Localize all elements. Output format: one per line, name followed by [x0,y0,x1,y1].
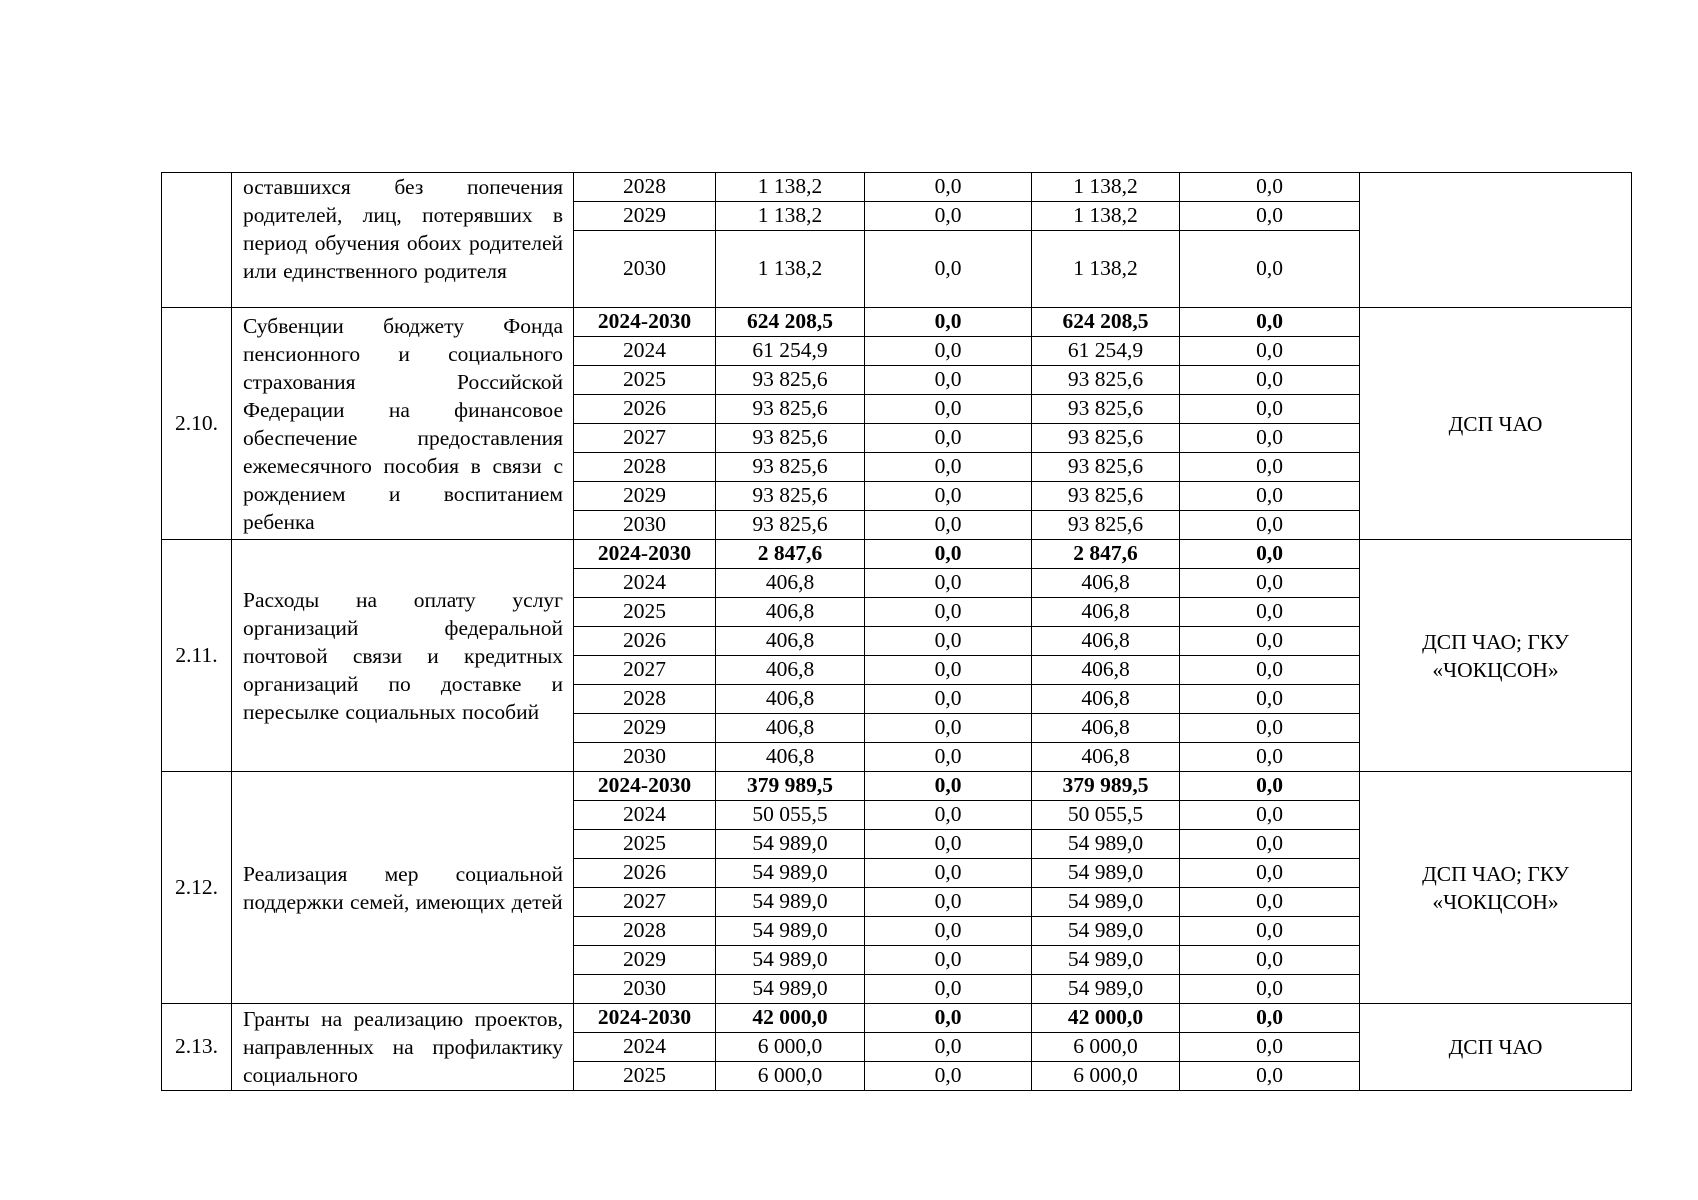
other-cell: 0,0 [1180,946,1360,975]
description-text: Расходы на оплату услуг организаций федеральной почтовой связи и кредитных организаций по доставке и пересылке социальных пособий [243,587,563,724]
section-number [162,173,232,308]
total-cell: 1 138,2 [716,173,865,202]
section-description [232,1004,574,1091]
other-cell: 0,0 [1180,888,1360,917]
year-cell: 2027 [574,424,716,453]
federal-cell: 0,0 [865,366,1032,395]
federal-cell: 0,0 [865,714,1032,743]
regional-cell: 54 989,0 [1032,975,1180,1004]
total-cell: 54 989,0 [716,917,865,946]
regional-cell: 54 989,0 [1032,830,1180,859]
other-cell: 0,0 [1180,424,1360,453]
other-cell: 0,0 [1180,801,1360,830]
regional-cell: 54 989,0 [1032,917,1180,946]
total-cell: 93 825,6 [716,482,865,511]
year-cell: 2030 [574,511,716,540]
other-cell: 0,0 [1180,772,1360,801]
federal-cell: 0,0 [865,1004,1032,1033]
description-text: Субвенции бюджету Фонда пенсионного и социального страхования Российской Федерации на финансовое обеспечение предоставления ежемесячного пособия в связи с рождением и воспитанием ребенка [243,313,563,534]
federal-cell: 0,0 [865,656,1032,685]
total-cell: 2 847,6 [716,540,865,569]
regional-cell: 93 825,6 [1032,366,1180,395]
federal-cell: 0,0 [865,453,1032,482]
federal-cell: 0,0 [865,202,1032,231]
regional-cell: 406,8 [1032,627,1180,656]
year-cell: 2026 [574,627,716,656]
year-cell: 2028 [574,453,716,482]
regional-cell: 93 825,6 [1032,453,1180,482]
other-cell: 0,0 [1180,714,1360,743]
year-cell: 2024-2030 [574,772,716,801]
regional-cell: 93 825,6 [1032,395,1180,424]
year-cell: 2026 [574,395,716,424]
regional-cell: 93 825,6 [1032,511,1180,540]
federal-cell: 0,0 [865,569,1032,598]
total-cell: 6 000,0 [716,1033,865,1062]
federal-cell: 0,0 [865,173,1032,202]
federal-cell: 0,0 [865,1062,1032,1091]
regional-cell: 406,8 [1032,685,1180,714]
other-cell: 0,0 [1180,627,1360,656]
year-cell: 2028 [574,685,716,714]
total-cell: 54 989,0 [716,946,865,975]
year-cell: 2025 [574,598,716,627]
federal-cell: 0,0 [865,830,1032,859]
year-cell: 2025 [574,1062,716,1091]
total-cell: 406,8 [716,569,865,598]
regional-cell: 93 825,6 [1032,424,1180,453]
total-cell: 93 825,6 [716,453,865,482]
regional-cell: 406,8 [1032,714,1180,743]
total-cell: 50 055,5 [716,801,865,830]
other-cell: 0,0 [1180,975,1360,1004]
budget-table [161,172,1632,1091]
federal-cell: 0,0 [865,888,1032,917]
regional-cell: 1 138,2 [1032,231,1180,308]
executor-cell: ДСП ЧАО; ГКУ «ЧОКЦСОН» [1360,540,1632,772]
federal-cell: 0,0 [865,685,1032,714]
description-text: Гранты на реализацию проектов, направленных на профилактику социального [243,1007,563,1087]
federal-cell: 0,0 [865,801,1032,830]
federal-cell: 0,0 [865,598,1032,627]
other-cell: 0,0 [1180,656,1360,685]
other-cell: 0,0 [1180,830,1360,859]
total-cell: 624 208,5 [716,308,865,337]
year-cell: 2029 [574,946,716,975]
federal-cell: 0,0 [865,337,1032,366]
other-cell: 0,0 [1180,540,1360,569]
section-number: 2.12. [162,772,232,1004]
year-cell: 2027 [574,656,716,685]
section-description [232,173,574,308]
total-cell: 406,8 [716,656,865,685]
total-cell: 406,8 [716,627,865,656]
federal-cell: 0,0 [865,231,1032,308]
total-cell: 1 138,2 [716,202,865,231]
other-cell: 0,0 [1180,308,1360,337]
table-body [162,173,1632,1091]
total-cell: 93 825,6 [716,395,865,424]
federal-cell: 0,0 [865,308,1032,337]
federal-cell: 0,0 [865,395,1032,424]
regional-cell: 42 000,0 [1032,1004,1180,1033]
total-cell: 93 825,6 [716,366,865,395]
other-cell: 0,0 [1180,569,1360,598]
year-cell: 2029 [574,482,716,511]
year-cell: 2024-2030 [574,1004,716,1033]
other-cell: 0,0 [1180,1033,1360,1062]
section-description [232,308,574,540]
other-cell: 0,0 [1180,743,1360,772]
total-cell: 406,8 [716,598,865,627]
other-cell: 0,0 [1180,685,1360,714]
other-cell: 0,0 [1180,231,1360,308]
other-cell: 0,0 [1180,598,1360,627]
table-row [162,308,1632,337]
total-cell: 379 989,5 [716,772,865,801]
table-row [162,173,1632,202]
year-cell: 2024 [574,569,716,598]
year-cell: 2025 [574,830,716,859]
year-cell: 2029 [574,202,716,231]
regional-cell: 406,8 [1032,743,1180,772]
regional-cell: 406,8 [1032,569,1180,598]
total-cell: 61 254,9 [716,337,865,366]
other-cell: 0,0 [1180,173,1360,202]
total-cell: 406,8 [716,685,865,714]
regional-cell: 54 989,0 [1032,859,1180,888]
total-cell: 54 989,0 [716,859,865,888]
regional-cell: 6 000,0 [1032,1033,1180,1062]
total-cell: 93 825,6 [716,424,865,453]
year-cell: 2024 [574,337,716,366]
regional-cell: 54 989,0 [1032,946,1180,975]
regional-cell: 93 825,6 [1032,482,1180,511]
total-cell: 42 000,0 [716,1004,865,1033]
year-cell: 2029 [574,714,716,743]
other-cell: 0,0 [1180,917,1360,946]
section-number: 2.13. [162,1004,232,1091]
total-cell: 406,8 [716,714,865,743]
total-cell: 6 000,0 [716,1062,865,1091]
year-cell: 2028 [574,917,716,946]
other-cell: 0,0 [1180,1062,1360,1091]
executor-cell: ДСП ЧАО [1360,1004,1632,1091]
regional-cell: 6 000,0 [1032,1062,1180,1091]
other-cell: 0,0 [1180,511,1360,540]
executor-cell: ДСП ЧАО; ГКУ «ЧОКЦСОН» [1360,772,1632,1004]
regional-cell: 1 138,2 [1032,202,1180,231]
other-cell: 0,0 [1180,366,1360,395]
federal-cell: 0,0 [865,424,1032,453]
other-cell: 0,0 [1180,395,1360,424]
other-cell: 0,0 [1180,859,1360,888]
section-number: 2.10. [162,308,232,540]
federal-cell: 0,0 [865,772,1032,801]
regional-cell: 379 989,5 [1032,772,1180,801]
other-cell: 0,0 [1180,1004,1360,1033]
year-cell: 2030 [574,231,716,308]
other-cell: 0,0 [1180,482,1360,511]
regional-cell: 2 847,6 [1032,540,1180,569]
regional-cell: 1 138,2 [1032,173,1180,202]
executor-cell [1360,173,1632,308]
year-cell: 2026 [574,859,716,888]
federal-cell: 0,0 [865,917,1032,946]
federal-cell: 0,0 [865,859,1032,888]
total-cell: 54 989,0 [716,830,865,859]
table-row [162,540,1632,569]
table-row [162,772,1632,801]
other-cell: 0,0 [1180,453,1360,482]
federal-cell: 0,0 [865,946,1032,975]
description-text: оставшихся без попечения родителей, лиц, потерявших в период обучения обоих родителей или единственного родителя [243,175,563,283]
year-cell: 2030 [574,975,716,1004]
section-description [232,772,574,1004]
year-cell: 2024 [574,801,716,830]
table-row [162,1004,1632,1033]
total-cell: 93 825,6 [716,511,865,540]
total-cell: 54 989,0 [716,975,865,1004]
executor-cell: ДСП ЧАО [1360,308,1632,540]
other-cell: 0,0 [1180,202,1360,231]
year-cell: 2024-2030 [574,308,716,337]
year-cell: 2025 [574,366,716,395]
regional-cell: 624 208,5 [1032,308,1180,337]
federal-cell: 0,0 [865,743,1032,772]
federal-cell: 0,0 [865,975,1032,1004]
regional-cell: 406,8 [1032,598,1180,627]
description-text: Реализация мер социальной поддержки семей, имеющих детей [243,861,563,914]
regional-cell: 54 989,0 [1032,888,1180,917]
federal-cell: 0,0 [865,627,1032,656]
year-cell: 2028 [574,173,716,202]
other-cell: 0,0 [1180,337,1360,366]
federal-cell: 0,0 [865,1033,1032,1062]
federal-cell: 0,0 [865,540,1032,569]
year-cell: 2027 [574,888,716,917]
federal-cell: 0,0 [865,482,1032,511]
year-cell: 2024 [574,1033,716,1062]
year-cell: 2030 [574,743,716,772]
regional-cell: 406,8 [1032,656,1180,685]
total-cell: 54 989,0 [716,888,865,917]
regional-cell: 50 055,5 [1032,801,1180,830]
total-cell: 406,8 [716,743,865,772]
federal-cell: 0,0 [865,511,1032,540]
regional-cell: 61 254,9 [1032,337,1180,366]
section-number: 2.11. [162,540,232,772]
section-description [232,540,574,772]
total-cell: 1 138,2 [716,231,865,308]
year-cell: 2024-2030 [574,540,716,569]
